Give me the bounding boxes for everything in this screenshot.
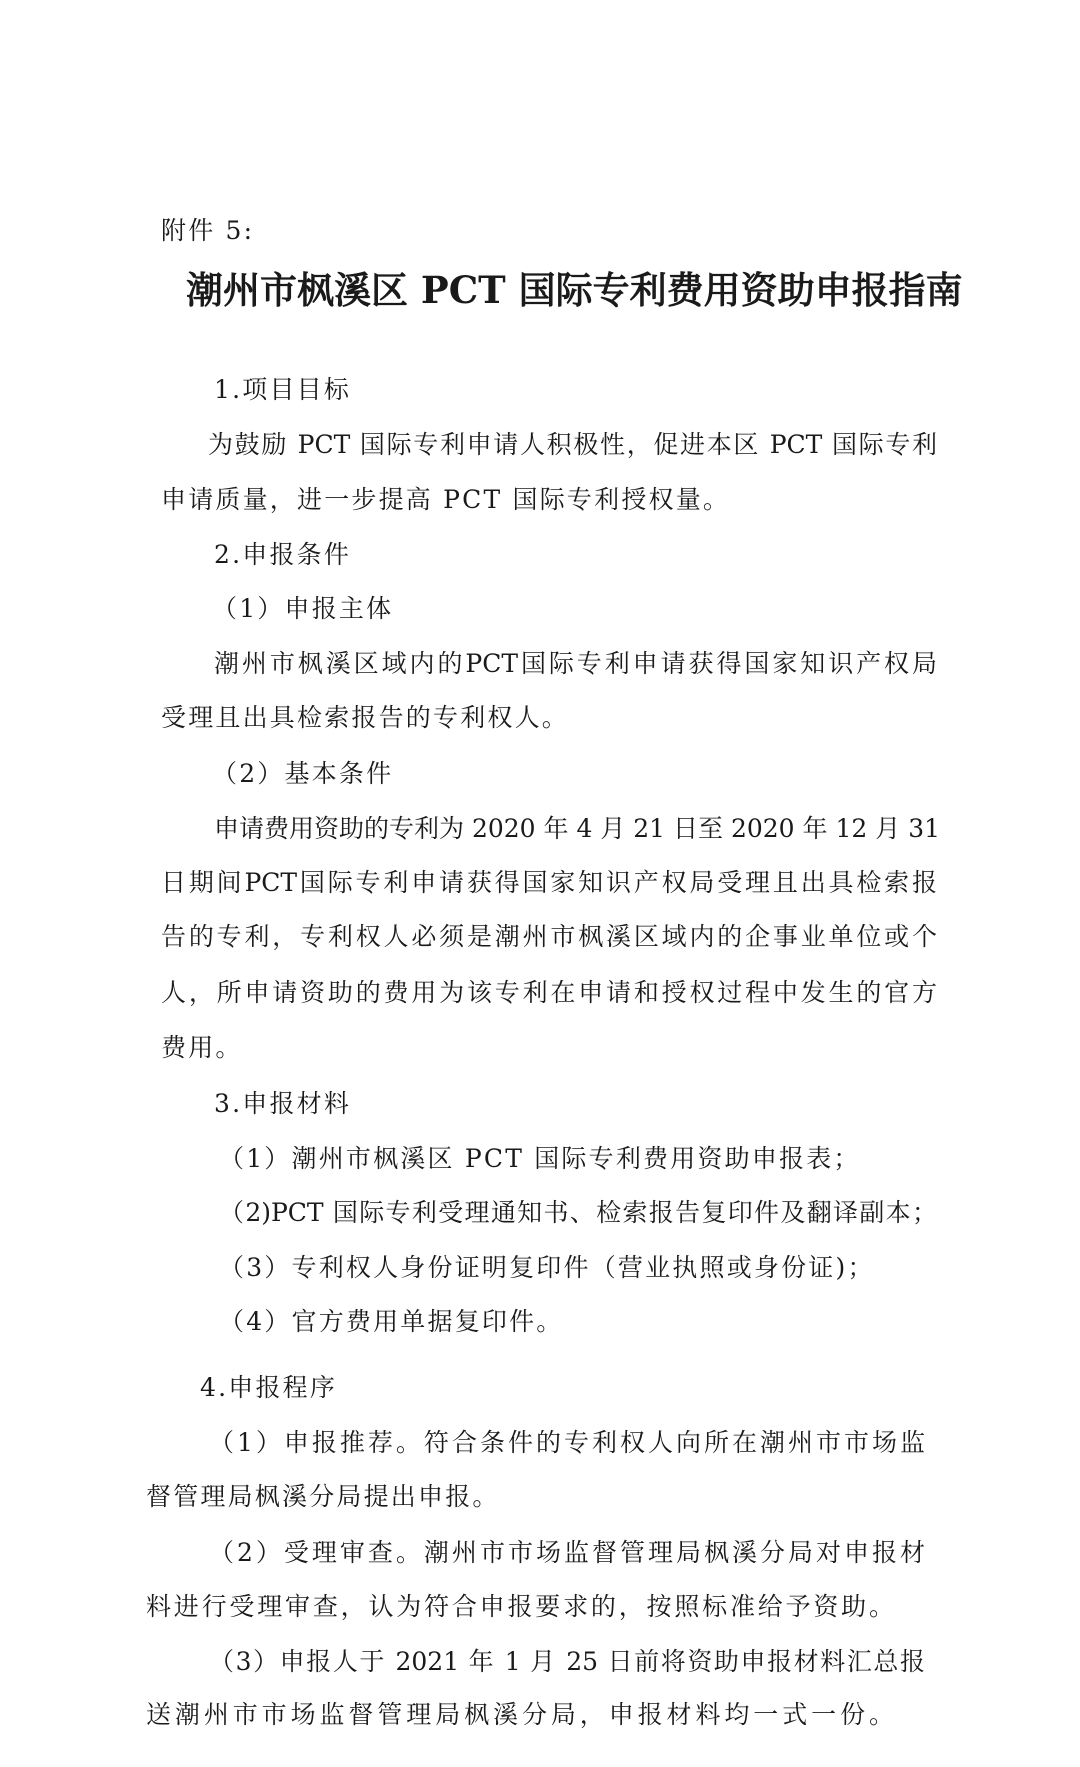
paragraph-line: 人，所申请资助的费用为该专利在申请和授权过程中发生的官方: [161, 978, 937, 1007]
paragraph-line: 督管理局枫溪分局提出申报。: [146, 1482, 500, 1511]
list-item: （3）专利权人身份证明复印件（营业执照或身份证)；: [219, 1253, 875, 1282]
paragraph-line: 告的专利，专利权人必须是潮州市枫溪区域内的企事业单位或个: [161, 922, 937, 951]
paragraph-line: （1）申报推荐。符合条件的专利权人向所在潮州市市场监: [209, 1428, 925, 1457]
attachment-label: 附件 5:: [161, 216, 255, 245]
paragraph-line: 日期间PCT国际专利申请获得国家知识产权局受理且出具检索报: [161, 868, 937, 897]
list-item: （4）官方费用单据复印件。: [219, 1307, 564, 1336]
paragraph-line: 费用。: [161, 1033, 243, 1062]
section-heading: 2.申报条件: [214, 540, 352, 569]
paragraph-line: 申请费用资助的专利为 2020 年 4 月 21 日至 2020 年 12 月 31: [214, 814, 941, 843]
subsection-heading: （1）申报主体: [212, 594, 394, 623]
paragraph-line: 为鼓励 PCT 国际专利申请人积极性，促进本区 PCT 国际专利: [208, 430, 937, 459]
paragraph-line: 送潮州市市场监督管理局枫溪分局，申报材料均一式一份。: [146, 1700, 894, 1729]
page-title: 潮州市枫溪区 PCT 国际专利费用资助申报指南: [186, 268, 963, 312]
list-item: （2)PCT 国际专利受理通知书、检索报告复印件及翻译副本；: [219, 1198, 937, 1227]
paragraph-line: 申请质量，进一步提高 PCT 国际专利授权量。: [161, 485, 731, 514]
list-item: （1）潮州市枫溪区 PCT 国际专利费用资助申报表；: [219, 1144, 861, 1173]
paragraph-line: （2）受理审查。潮州市市场监督管理局枫溪分局对申报材: [209, 1538, 925, 1567]
subsection-heading: （2）基本条件: [212, 759, 394, 788]
section-heading: 4.申报程序: [200, 1373, 338, 1402]
paragraph-line: （3）申报人于 2021 年 1 月 25 日前将资助申报材料汇总报: [209, 1647, 925, 1676]
section-heading: 3.申报材料: [214, 1089, 352, 1118]
paragraph-line: 料进行受理审查，认为符合申报要求的，按照标准给予资助。: [146, 1592, 894, 1621]
paragraph-line: 受理且出具检索报告的专利权人。: [161, 703, 570, 732]
paragraph-line: 潮州市枫溪区域内的PCT国际专利申请获得国家知识产权局: [214, 649, 937, 678]
section-heading: 1.项目目标: [214, 375, 352, 404]
